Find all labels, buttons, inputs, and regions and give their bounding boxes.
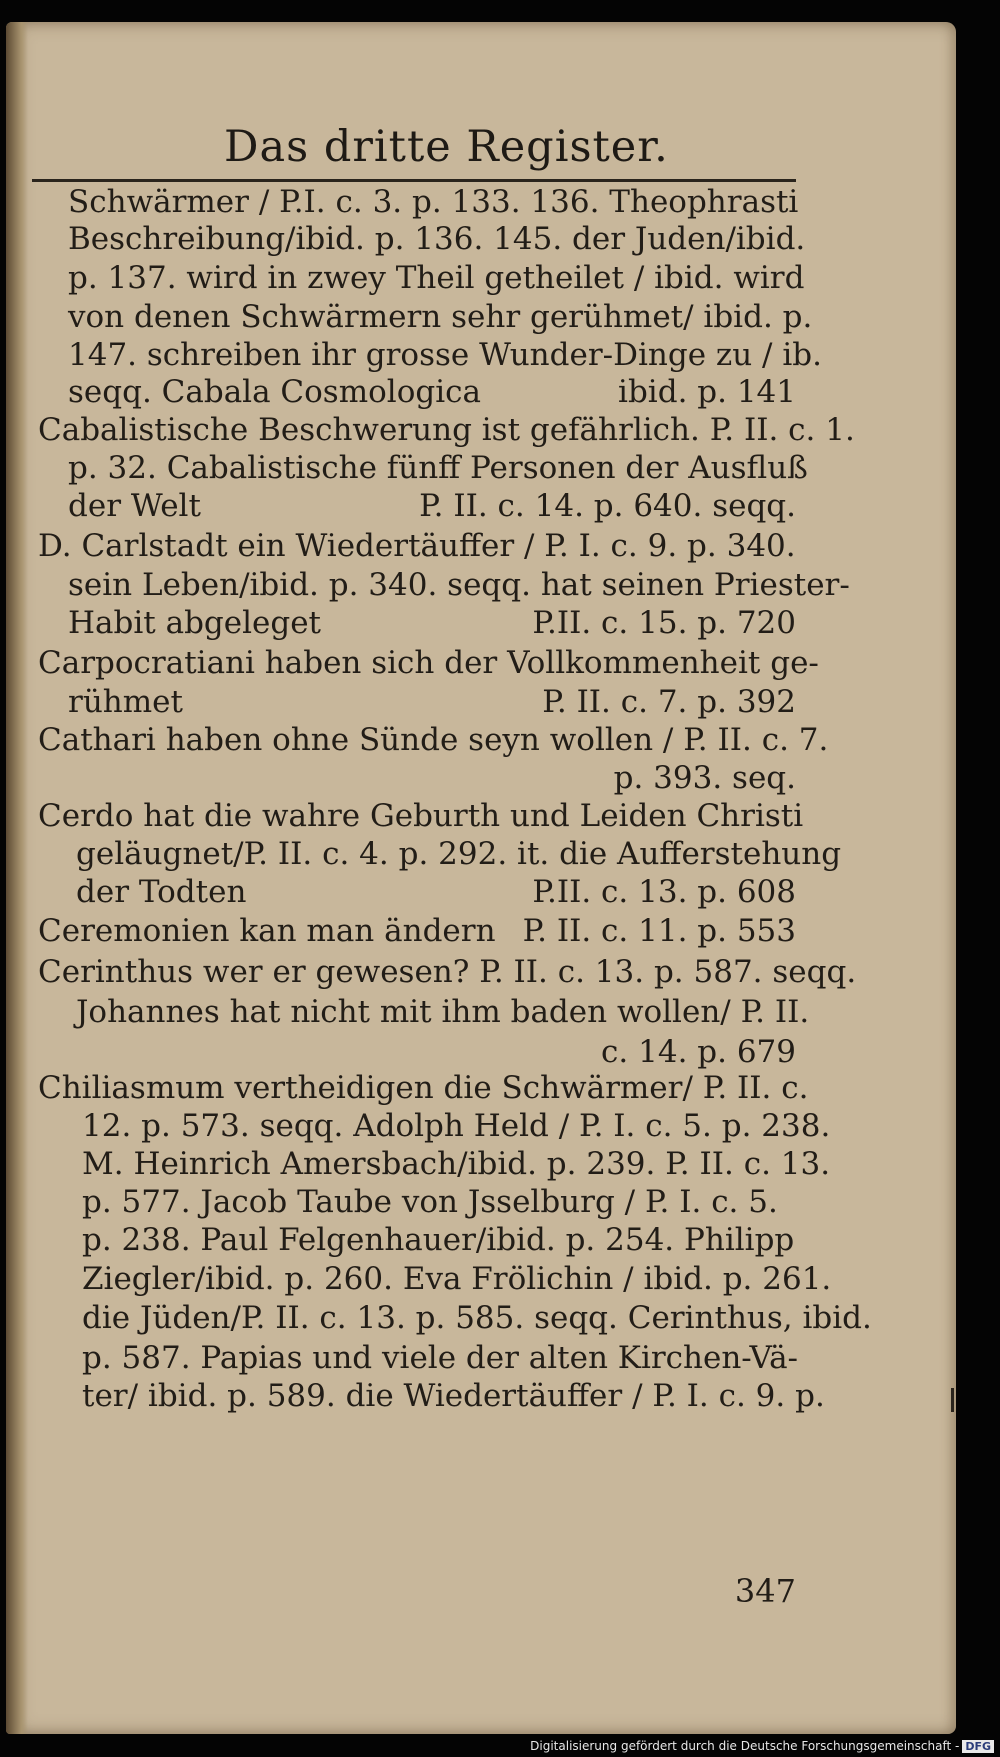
line-reference: c. 14. p. 679 bbox=[601, 1034, 796, 1070]
line-text: p. 32. Cabalistische fünff Personen der Ausfluß bbox=[68, 450, 808, 486]
line-text: der Todten bbox=[76, 874, 247, 910]
text-line bbox=[6, 372, 956, 412]
line-reference: P.II. c. 13. p. 608 bbox=[532, 874, 796, 910]
text-line bbox=[6, 219, 956, 259]
text-line bbox=[6, 834, 956, 874]
text-line bbox=[6, 603, 956, 643]
line-reference: P. II. c. 11. p. 553 bbox=[522, 913, 796, 949]
line-text: Ceremonien kan man ändern bbox=[38, 913, 496, 949]
margin-mark bbox=[951, 1388, 954, 1412]
line-text: geläugnet/P. II. c. 4. p. 292. it. die Aufferstehung bbox=[76, 836, 842, 872]
line-text: seqq. Cabala Cosmologica bbox=[68, 374, 481, 410]
line-text: Carpocratiani haben sich der Vollkommenheit ge- bbox=[38, 645, 819, 681]
text-line bbox=[6, 872, 956, 912]
text-line bbox=[6, 1032, 956, 1072]
line-text: von denen Schwärmern sehr gerühmet/ ibid. p. bbox=[68, 299, 813, 335]
line-text: sein Leben/ibid. p. 340. seqq. hat seinen Priester- bbox=[68, 567, 850, 603]
line-text: Cathari haben ohne Sünde seyn wollen / P. II. c. 7. bbox=[38, 722, 829, 758]
line-text: M. Heinrich Amersbach/ibid. p. 239. P. II. c. 13. bbox=[82, 1146, 831, 1182]
line-text: 147. schreiben ihr grosse Wunder-Dinge zu / ib. bbox=[68, 337, 822, 373]
credit-text: Digitalisierung gefördert durch die Deutsche Forschungsgemeinschaft - bbox=[530, 1739, 960, 1753]
line-text: rühmet bbox=[68, 684, 183, 720]
text-line bbox=[6, 486, 956, 526]
text-line bbox=[6, 565, 956, 605]
text-line bbox=[6, 1338, 956, 1378]
line-text: 12. p. 573. seqq. Adolph Held / P. I. c. 5. p. 238. bbox=[82, 1108, 831, 1144]
line-text: Beschreibung/ibid. p. 136. 145. der Juden/ibid. bbox=[68, 221, 806, 257]
line-text: Johannes hat nicht mit ihm baden wollen/ P. II. bbox=[76, 994, 810, 1030]
line-text: Schwärmer / P.I. c. 3. p. 133. 136. Theophrasti bbox=[68, 184, 799, 220]
text-line bbox=[6, 297, 956, 337]
text-line bbox=[6, 448, 956, 488]
text-line bbox=[6, 643, 956, 683]
line-text: Cerdo hat die wahre Geburth und Leiden Christi bbox=[38, 798, 804, 834]
line-reference: P. II. c. 7. p. 392 bbox=[542, 684, 796, 720]
line-reference: p. 393. seq. bbox=[613, 760, 796, 796]
text-line bbox=[6, 1106, 956, 1146]
line-reference: P.II. c. 15. p. 720 bbox=[532, 605, 796, 641]
running-header: Das dritte Register. bbox=[224, 122, 669, 172]
text-line bbox=[6, 720, 956, 760]
line-text: Habit abgeleget bbox=[68, 605, 322, 641]
text-line bbox=[6, 335, 956, 375]
book-page bbox=[6, 22, 956, 1734]
line-text: ter/ ibid. p. 589. die Wiedertäuffer / P. I. c. 9. p. bbox=[82, 1378, 825, 1414]
line-text: p. 587. Papias und viele der alten Kirchen-Vä- bbox=[82, 1340, 799, 1376]
dfg-logo: DFG bbox=[962, 1740, 994, 1753]
text-line bbox=[6, 526, 956, 566]
text-line bbox=[6, 1068, 956, 1108]
text-line bbox=[6, 952, 956, 992]
line-text: p. 577. Jacob Taube von Jsselburg / P. I. c. 5. bbox=[82, 1184, 778, 1220]
line-text: Cerinthus wer er gewesen? P. II. c. 13. p. 587. seqq. bbox=[38, 954, 857, 990]
text-line bbox=[6, 1144, 956, 1184]
text-line bbox=[6, 410, 956, 450]
text-line bbox=[6, 1259, 956, 1299]
text-line bbox=[6, 911, 956, 951]
line-text: D. Carlstadt ein Wiedertäuffer / P. I. c. 9. p. 340. bbox=[38, 528, 796, 564]
text-line bbox=[6, 992, 956, 1032]
page-number: 347 bbox=[734, 1572, 796, 1610]
line-text: Cabalistische Beschwerung ist gefährlich. P. II. c. 1. bbox=[38, 412, 855, 448]
line-text: Chiliasmum vertheidigen die Schwärmer/ P. II. c. bbox=[38, 1070, 809, 1106]
text-line bbox=[6, 182, 956, 222]
line-text: p. 137. wird in zwey Theil getheilet / ibid. wird bbox=[68, 260, 805, 296]
text-line bbox=[6, 1182, 956, 1222]
line-reference: ibid. p. 141 bbox=[618, 374, 796, 410]
text-line bbox=[6, 796, 956, 836]
text-line bbox=[6, 758, 956, 798]
text-line bbox=[6, 1220, 956, 1260]
text-line bbox=[6, 1298, 956, 1338]
text-line bbox=[6, 682, 956, 722]
line-text: p. 238. Paul Felgenhauer/ibid. p. 254. Philipp bbox=[82, 1222, 795, 1258]
line-reference: P. II. c. 14. p. 640. seqq. bbox=[419, 488, 796, 524]
line-text: der Welt bbox=[68, 488, 201, 524]
digitization-credit bbox=[530, 1739, 994, 1753]
line-text: die Jüden/P. II. c. 13. p. 585. seqq. Cerinthus, ibid. bbox=[82, 1300, 872, 1336]
line-text: Ziegler/ibid. p. 260. Eva Frölichin / ibid. p. 261. bbox=[82, 1261, 832, 1297]
text-line bbox=[6, 258, 956, 298]
text-line bbox=[6, 1376, 956, 1416]
